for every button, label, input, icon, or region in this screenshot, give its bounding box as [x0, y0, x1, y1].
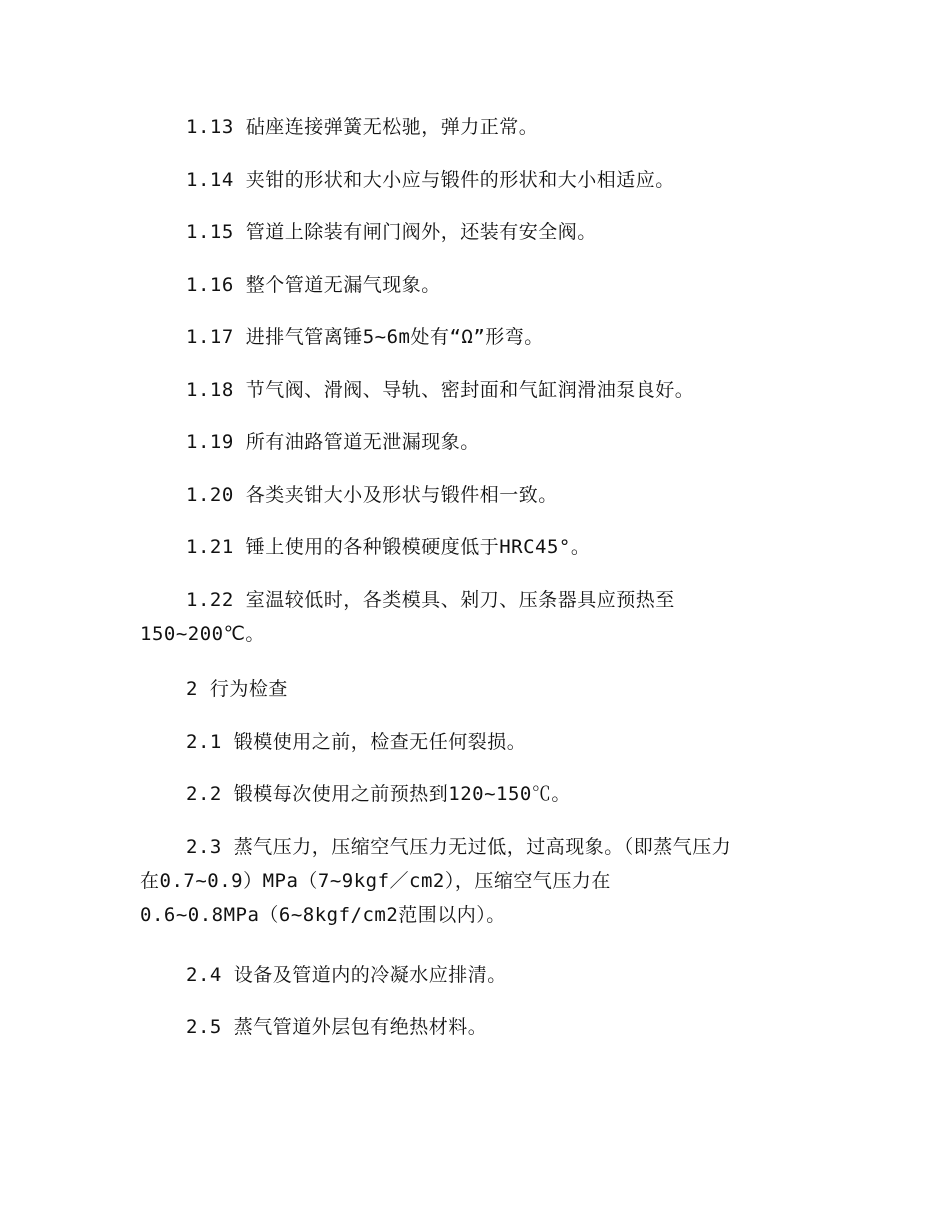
- paragraph-line: 1.22 室温较低时，各类模具、剁刀、压条器具应预热至: [186, 589, 675, 611]
- paragraph-line: 150~200℃。: [140, 623, 265, 645]
- paragraph-1-14: [140, 163, 810, 197]
- paragraph-1-15: [140, 215, 810, 249]
- paragraph-2-3: [140, 830, 810, 932]
- paragraph-line: 在0.7~0.9）MPa（7~9kgf／cm2），压缩空气压力在: [140, 870, 611, 892]
- paragraph-1-22: [140, 583, 810, 651]
- paragraph-text: 2.1 锻模使用之前，检查无任何裂损。: [186, 731, 527, 753]
- paragraph-text: 1.14 夹钳的形状和大小应与锻件的形状和大小相适应。: [186, 169, 675, 191]
- paragraph-text: 1.15 管道上除装有闸门阀外，还装有安全阀。: [186, 221, 597, 243]
- paragraph-2-1: [140, 725, 810, 759]
- paragraph-2-2: [140, 777, 810, 811]
- paragraph-text: 1.19 所有油路管道无泄漏现象。: [186, 431, 480, 453]
- paragraph-line: 0.6~0.8MPa（6~8kgf/cm2范围以内）。: [140, 904, 506, 926]
- paragraph-2-4: [140, 958, 810, 992]
- section-heading-text: 2 行为检查: [186, 678, 288, 700]
- section-heading-behavior-check: [140, 672, 810, 706]
- paragraph-1-19: [140, 425, 810, 459]
- paragraph-line: 2.3 蒸气压力，压缩空气压力无过低，过高现象。（即蒸气压力: [186, 836, 732, 858]
- paragraph-1-16: [140, 268, 810, 302]
- paragraph-text: 1.18 节气阀、滑阀、导轨、密封面和气缸润滑油泵良好。: [186, 379, 695, 401]
- paragraph-text: 2.4 设备及管道内的冷凝水应排清。: [186, 964, 507, 986]
- paragraph-text: 2.5 蒸气管道外层包有绝热材料。: [186, 1016, 488, 1038]
- paragraph-1-17: [140, 320, 810, 354]
- paragraph-1-18: [140, 373, 810, 407]
- paragraph-text: 1.16 整个管道无漏气现象。: [186, 274, 441, 296]
- paragraph-1-21: [140, 530, 810, 564]
- paragraph-text: 1.21 锤上使用的各种锻模硬度低于HRC45°。: [186, 536, 591, 558]
- paragraph-text: 2.2 锻模每次使用之前预热到120~150℃。: [186, 783, 571, 805]
- paragraph-text: 1.20 各类夹钳大小及形状与锻件相一致。: [186, 484, 558, 506]
- paragraph-text: 1.17 进排气管离锤5~6m处有“Ω”形弯。: [186, 326, 544, 348]
- paragraph-1-20: [140, 478, 810, 512]
- paragraph-text: 1.13 砧座连接弹簧无松驰，弹力正常。: [186, 116, 539, 138]
- paragraph-2-5: [140, 1010, 810, 1044]
- paragraph-1-13: [140, 110, 810, 144]
